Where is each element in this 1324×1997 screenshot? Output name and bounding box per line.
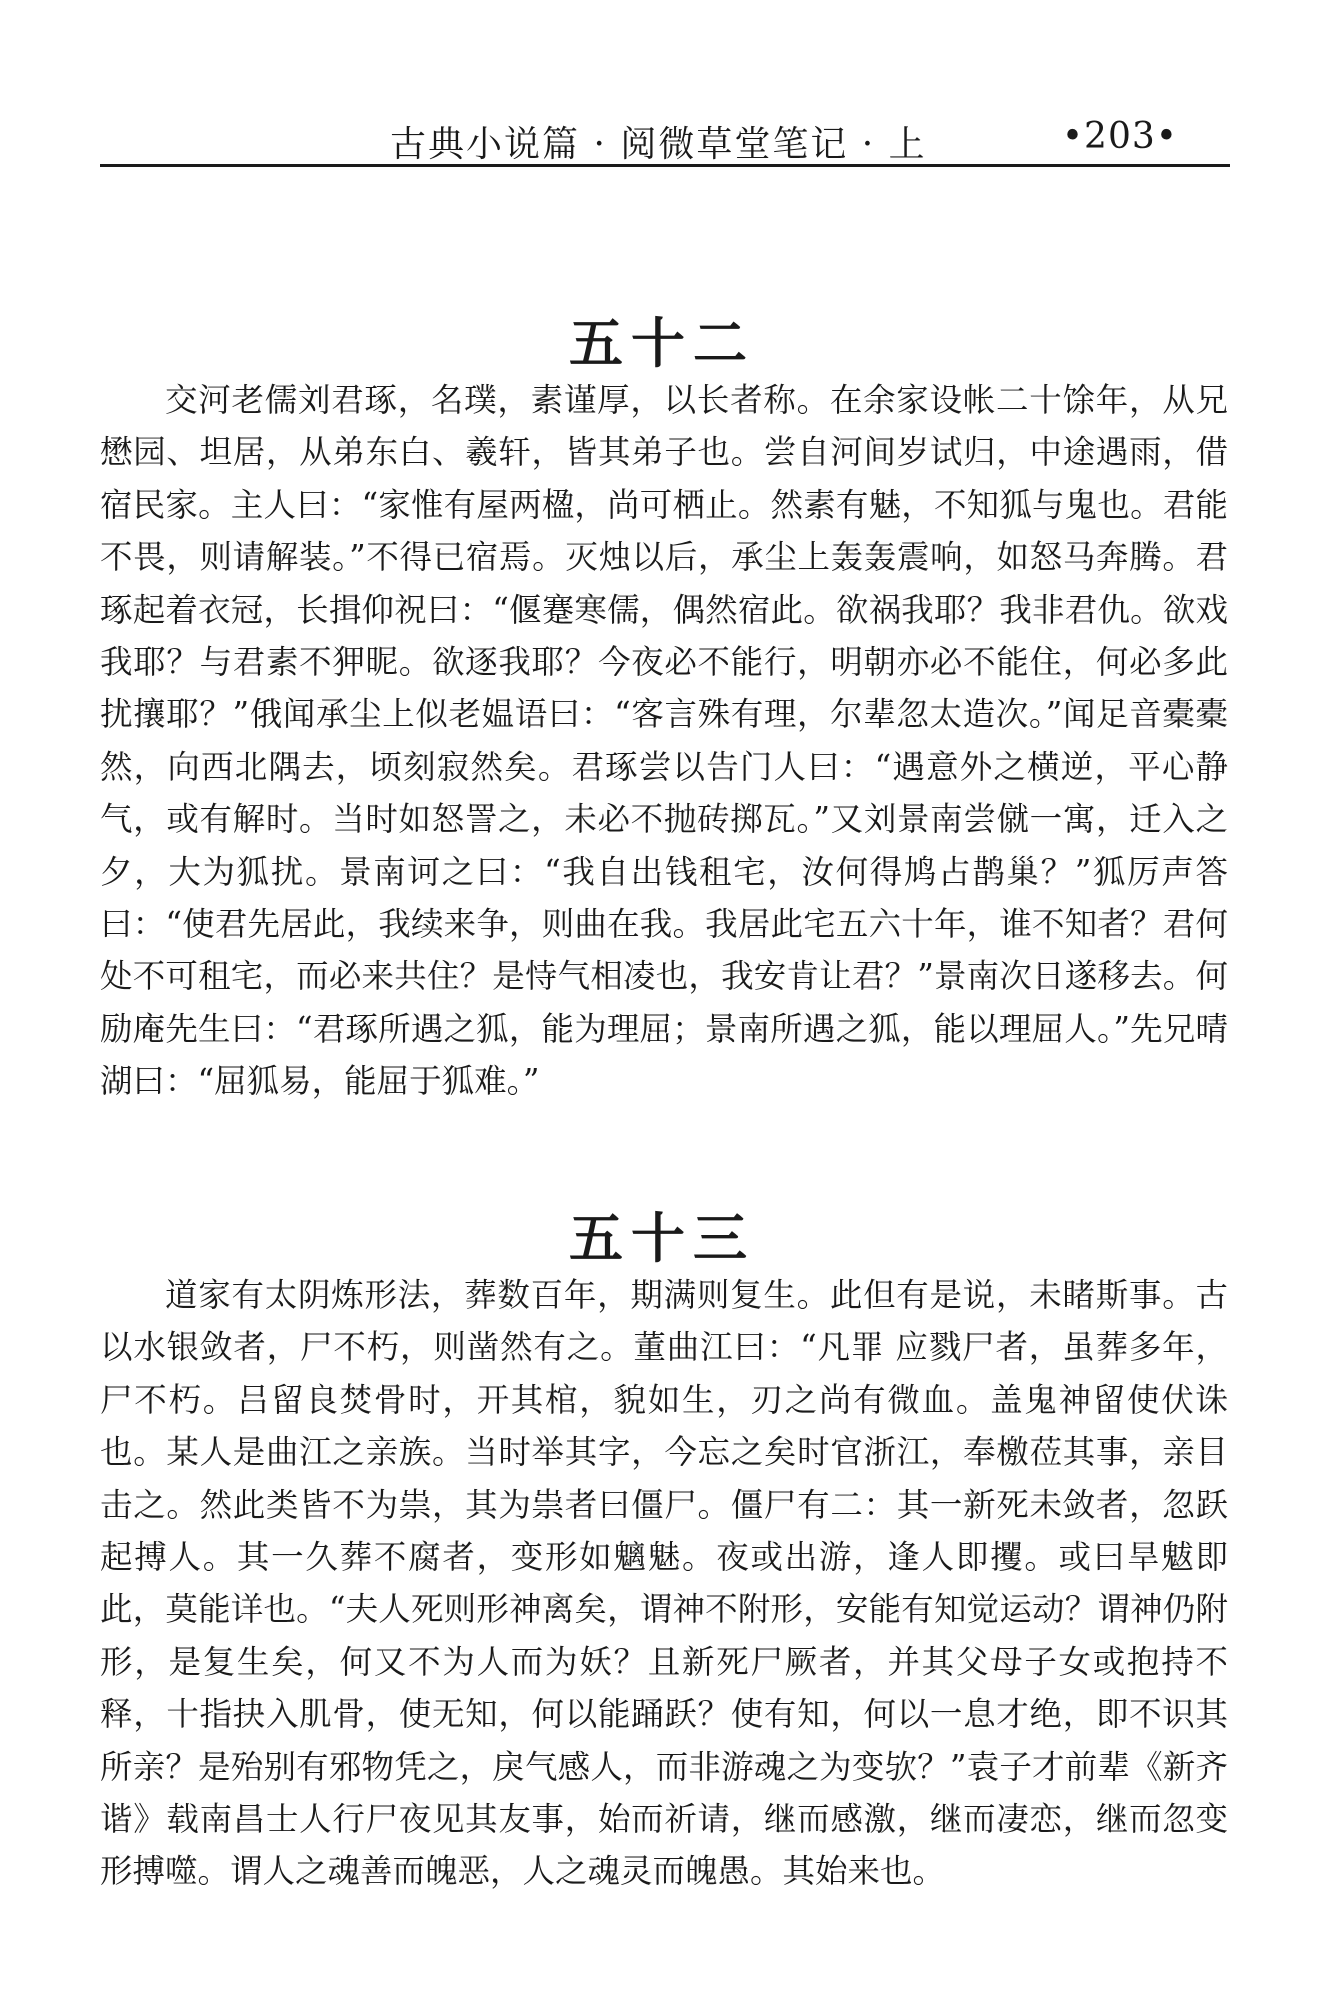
section-heading-53: 五十三 — [569, 1205, 755, 1270]
running-title: 古典小说篇 · 阅微草堂笔记 · 上 — [390, 124, 927, 165]
page-number: •203• — [1061, 116, 1178, 157]
section-text-52: 交河老儒刘君琢，名璞，素谨厚，以长者称。在余家设帐二十馀年，从兄懋园、坦居，从弟东白、羲轩，皆其弟子也。尝自河间岁试归，中途遇雨，借宿民家。主人曰：“家惟有屋两楹，尚可栖止。然素有魅，不知狐与鬼也。君能不畏，则请解装。”不得已宿焉。灭烛以后，承尘上轰轰震响，如怒马奔腾。君琢起着衣冠，长揖仰祝曰：“偃蹇寒儒，偶然宿此。欲祸我耶？我非君仇。欲戏我耶？与君素不狎昵。欲逐我耶？今夜必不能行，明朝亦必不能住，何必多此扰攘耶？”俄闻承尘上似老媪语曰：“客言殊有理，尔辈忽太造次。”闻足音橐橐然，向西北隅去，顷刻寂然矣。君琢尝以告门人曰：“遇意外之横逆，平心静气，或有解时。当时如怒詈之，未必不抛砖掷瓦。”又刘景南尝僦一寓，迁入之夕，大为狐扰。景南诃之曰：“我自出钱租宅，汝何得鸠占鹊巢？”狐厉声答曰：“使君先居此，我续来争，则曲在我。我居此宅五六十年，谁不知者？君何处不可租宅，而必来共住？是恃气相凌也，我安肯让君？”景南次日遂移去。何励庵先生曰：“君琢所遇之狐，能为理屈；景南所遇之狐，能以理屈人。”先兄晴湖曰：“屈狐易，能屈于狐难。” — [100, 381, 1228, 1101]
section-text-53: 道家有太阴炼形法，葬数百年，期满则复生。此但有是说，未睹斯事。古以水银敛者，尸不朽，则凿然有之。董曲江曰：“凡罪 应戮尸者，虽葬多年，尸不朽。吕留良焚骨时，开其棺，貌如生，刃之尚有微血。盖鬼神留使伏诛也。某人是曲江之亲族。当时举其字，今忘之矣时官浙江，奉檄莅其事，亲目击之。然此类皆不为祟，其为祟者曰僵尸。僵尸有二：其一新死未敛者，忽跃起搏人。其一久葬不腐者，变形如魑魅。夜或出游，逢人即攫。或曰旱魃即此，莫能详也。“夫人死则形神离矣，谓神不附形，安能有知觉运动？谓神仍附形，是复生矣，何又不为人而为妖？且新死尸厥者，并其父母子女或抱持不释，十指抉入肌骨，使无知，何以能踊跃？使有知，何以一息才绝，即不识其所亲？是殆别有邪物凭之，戾气感人，而非游魂之为变欤？”袁子才前辈《新齐谐》载南昌士人行尸夜见其友事，始而祈请，继而感激，继而凄恋，继而忽变形搏噬。谓人之魂善而魄恶，人之魂灵而魄愚。其始来也。 — [100, 1276, 1228, 1891]
section-heading-52: 五十二 — [569, 310, 755, 375]
running-head — [100, 108, 1230, 167]
